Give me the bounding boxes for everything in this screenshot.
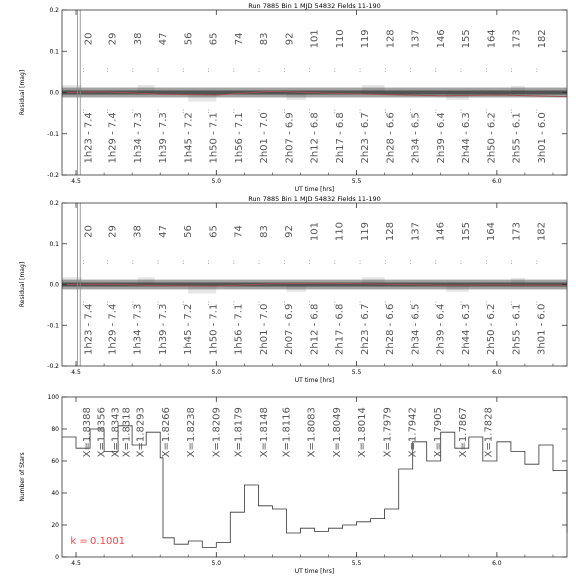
field-colon: : (535, 107, 538, 116)
field-colon: : (434, 65, 437, 74)
time-label: 1h56 - 7.1 (233, 303, 245, 355)
field-label: 164 (486, 221, 498, 242)
airmass-label: X=1.7979 (382, 407, 394, 458)
field-label: 47 (158, 225, 169, 238)
field-label: 110 (334, 221, 346, 242)
field-colon: : (232, 65, 235, 74)
time-label: 1h45 - 7.2 (183, 303, 195, 355)
y-tick-label: -0.1 (47, 322, 59, 330)
panel-title: Run 7885 Bin 1 MJD 54832 Fields 11-190 (248, 2, 381, 10)
airmass-label: X=1.7905 (432, 407, 444, 458)
y-tick-label: 0.1 (49, 48, 59, 56)
y-axis-label: Number of Stars (19, 452, 26, 502)
field-colon: : (434, 258, 437, 267)
field-colon: : (131, 107, 134, 116)
field-colon: : (434, 107, 437, 116)
airmass-label: X=1.7942 (407, 407, 419, 458)
field-label: 146 (435, 29, 447, 49)
field-colon: : (283, 65, 286, 74)
panel-3 (19, 394, 567, 575)
field-label: 29 (107, 225, 119, 238)
field-colon: : (106, 65, 109, 74)
time-label: 2h50 - 6.2 (486, 112, 498, 164)
field-label: 20 (83, 225, 95, 238)
time-label: 1h50 - 7.1 (208, 112, 220, 164)
field-label: 101 (309, 29, 321, 49)
x-tick-label: 6.0 (492, 560, 502, 567)
airmass-label: X=1.8014 (357, 407, 369, 458)
field-colon: : (384, 107, 387, 116)
field-colon: : (358, 258, 362, 267)
field-colon: : (535, 65, 538, 74)
x-tick-label: 5.0 (211, 369, 222, 376)
x-tick-label: 5.5 (351, 369, 362, 376)
time-label: 2h55 - 6.1 (511, 112, 523, 164)
k-value: 0.1001 (90, 536, 126, 548)
y-tick-label: 80 (51, 426, 59, 433)
field-colon: : (283, 298, 286, 307)
airmass-label: X=1.8266 (160, 407, 172, 458)
time-label: 3h01 - 6.0 (536, 303, 548, 355)
time-label: 2h39 - 6.4 (435, 303, 447, 355)
time-label: 2h01 - 7.0 (259, 112, 270, 164)
y-tick-label: 40 (51, 490, 59, 497)
x-tick-label: 5.0 (211, 178, 222, 185)
airmass-label: X=1.8209 (211, 407, 223, 458)
field-label: 182 (536, 221, 548, 242)
field-label: 182 (536, 29, 548, 49)
field-colon: : (358, 107, 362, 116)
k-label: k = (70, 536, 88, 548)
field-colon: : (409, 107, 412, 116)
field-colon: : (82, 65, 85, 74)
time-label: 2h07 - 6.9 (284, 112, 296, 164)
field-colon: : (106, 107, 109, 116)
field-colon: : (384, 65, 387, 74)
field-colon: : (409, 65, 412, 74)
field-label: 173 (511, 221, 523, 242)
time-label: 2h44 - 6.3 (461, 112, 472, 164)
x-axis-label: UT time [hrs] (294, 186, 335, 193)
time-label: 2h12 - 6.8 (309, 303, 321, 355)
y-tick-label: 0 (55, 554, 59, 561)
x-tick-label: 6.0 (492, 178, 502, 185)
airmass-label: X=1.8343 (110, 407, 122, 458)
field-label: 74 (233, 32, 245, 46)
field-colon: : (82, 298, 85, 307)
field-colon: : (232, 107, 235, 116)
y-tick-label: 0.0 (49, 281, 59, 289)
field-colon: : (131, 298, 134, 307)
field-colon: : (308, 65, 311, 74)
field-colon: : (156, 298, 160, 307)
field-colon: : (257, 65, 261, 74)
time-label: 2h55 - 6.1 (511, 303, 523, 355)
field-colon: : (510, 65, 513, 74)
field-label: 119 (360, 29, 371, 49)
field-label: 155 (461, 29, 472, 49)
time-label: 1h23 - 7.4 (83, 303, 95, 355)
field-label: 56 (183, 32, 195, 46)
field-colon: : (82, 107, 85, 116)
airmass-label: X=1.7867 (458, 407, 470, 458)
time-label: 2h50 - 6.2 (486, 303, 498, 355)
field-label: 110 (334, 29, 346, 49)
field-colon: : (232, 298, 235, 307)
field-colon: : (207, 65, 210, 74)
field-colon: : (182, 258, 185, 267)
field-colon: : (257, 107, 261, 116)
x-axis-label: UT time [hrs] (294, 568, 335, 575)
field-colon: : (358, 65, 362, 74)
field-colon: : (459, 65, 463, 74)
field-colon: : (232, 258, 235, 267)
airmass-label: X=1.8179 (233, 407, 245, 458)
time-label: 2h23 - 6.7 (360, 303, 371, 355)
field-label: 137 (410, 221, 422, 242)
field-label: 128 (385, 29, 397, 49)
field-colon: : (535, 298, 538, 307)
field-colon: : (434, 298, 437, 307)
field-label: 65 (208, 225, 220, 238)
field-label: 47 (158, 32, 169, 46)
time-label: 2h23 - 6.7 (360, 112, 371, 164)
time-label: 1h39 - 7.3 (158, 112, 169, 164)
field-colon: : (510, 298, 513, 307)
field-colon: : (358, 298, 362, 307)
airmass-label: X=1.8293 (135, 407, 147, 458)
field-colon: : (131, 65, 134, 74)
field-label: 38 (132, 32, 144, 46)
field-colon: : (308, 107, 311, 116)
panel-title: Run 7885 Bin 1 MJD 54832 Fields 11-190 (248, 195, 381, 203)
field-colon: : (207, 298, 210, 307)
y-tick-label: 0.1 (49, 240, 59, 248)
field-colon: : (485, 65, 488, 74)
field-label: 65 (208, 32, 220, 46)
field-colon: : (333, 298, 336, 307)
y-tick-label: 60 (51, 458, 59, 465)
field-colon: : (510, 258, 513, 267)
airmass-label: X=1.8388 (82, 407, 94, 458)
field-label: 56 (183, 225, 195, 238)
field-colon: : (207, 258, 210, 267)
y-axis-label: Residual [mag] (19, 261, 26, 308)
y-axis-label: Residual [mag] (19, 69, 26, 116)
field-label: 20 (83, 32, 95, 46)
field-label: 119 (360, 221, 371, 242)
field-colon: : (106, 298, 109, 307)
field-label: 155 (461, 221, 472, 242)
airmass-label: X=1.8356 (96, 407, 108, 458)
airmass-label: X=1.8318 (121, 407, 133, 458)
field-colon: : (82, 258, 85, 267)
panel-2 (19, 195, 567, 384)
x-tick-label: 5.5 (351, 560, 362, 567)
field-colon: : (459, 258, 463, 267)
time-label: 2h01 - 7.0 (259, 303, 270, 355)
time-label: 1h29 - 7.4 (107, 303, 119, 355)
time-label: 2h28 - 6.6 (385, 303, 397, 355)
field-colon: : (156, 258, 160, 267)
panel-1 (19, 2, 567, 193)
field-colon: : (182, 298, 185, 307)
field-colon: : (182, 65, 185, 74)
field-colon: : (333, 65, 336, 74)
time-label: 2h17 - 6.8 (334, 303, 346, 355)
field-colon: : (535, 258, 538, 267)
field-colon: : (333, 107, 336, 116)
x-tick-label: 6.0 (492, 369, 502, 376)
airmass-label: X=1.8116 (281, 407, 293, 458)
field-colon: : (510, 107, 513, 116)
field-label: 38 (132, 225, 144, 238)
field-colon: : (459, 107, 463, 116)
y-tick-label: 100 (47, 394, 59, 401)
time-label: 1h50 - 7.1 (208, 303, 220, 355)
field-label: 83 (259, 225, 270, 238)
x-tick-label: 4.5 (71, 560, 81, 567)
field-label: 92 (284, 32, 296, 46)
field-label: 29 (107, 32, 119, 46)
field-colon: : (333, 258, 336, 267)
time-label: 2h39 - 6.4 (435, 112, 447, 164)
time-label: 3h01 - 6.0 (536, 112, 548, 164)
y-tick-label: 0.0 (49, 89, 59, 97)
field-label: 128 (385, 221, 397, 242)
x-axis-label: UT time [hrs] (294, 377, 335, 384)
time-label: 2h34 - 6.5 (410, 112, 422, 164)
y-tick-label: -0.1 (47, 130, 59, 138)
field-label: 74 (233, 225, 245, 238)
field-colon: : (485, 298, 488, 307)
field-colon: : (257, 298, 261, 307)
airmass-label: X=1.8083 (306, 407, 318, 458)
field-colon: : (182, 107, 185, 116)
time-label: 2h28 - 6.6 (385, 112, 397, 164)
field-colon: : (106, 258, 109, 267)
field-label: 173 (511, 29, 523, 49)
time-label: 1h34 - 7.3 (132, 303, 144, 355)
time-label: 1h56 - 7.1 (233, 112, 245, 164)
time-label: 2h34 - 6.5 (410, 303, 422, 355)
field-colon: : (485, 107, 488, 116)
y-tick-label: 0.2 (49, 7, 59, 14)
y-tick-label: 20 (51, 522, 59, 529)
airmass-label: X=1.8238 (186, 407, 198, 458)
y-tick-label: 0.2 (49, 200, 59, 207)
time-label: 1h29 - 7.4 (107, 112, 119, 164)
field-colon: : (283, 258, 286, 267)
x-tick-label: 4.5 (71, 369, 81, 376)
x-tick-label: 5.0 (211, 560, 222, 567)
airmass-label: X=1.8049 (331, 407, 343, 458)
y-tick-label: -0.2 (47, 363, 59, 370)
field-colon: : (485, 258, 488, 267)
field-label: 146 (435, 221, 447, 242)
time-label: 2h07 - 6.9 (284, 303, 296, 355)
airmass-label: X=1.7828 (483, 407, 495, 458)
x-tick-label: 5.5 (351, 178, 362, 185)
y-tick-label: -0.2 (47, 172, 59, 179)
x-tick-label: 4.5 (71, 178, 81, 185)
time-label: 2h12 - 6.8 (309, 112, 321, 164)
field-colon: : (283, 107, 286, 116)
field-colon: : (409, 298, 412, 307)
time-label: 1h45 - 7.2 (183, 112, 195, 164)
time-label: 1h34 - 7.3 (132, 112, 144, 164)
field-colon: : (384, 258, 387, 267)
field-label: 101 (309, 221, 321, 242)
time-label: 2h17 - 6.8 (334, 112, 346, 164)
field-colon: : (156, 65, 160, 74)
field-colon: : (409, 258, 412, 267)
field-colon: : (207, 107, 210, 116)
field-colon: : (308, 298, 311, 307)
field-colon: : (131, 258, 134, 267)
field-colon: : (156, 107, 160, 116)
field-label: 92 (284, 225, 296, 238)
field-colon: : (308, 258, 311, 267)
field-colon: : (384, 298, 387, 307)
field-colon: : (459, 298, 463, 307)
field-label: 164 (486, 29, 498, 49)
airmass-label: X=1.8148 (259, 407, 270, 458)
field-label: 137 (410, 29, 422, 49)
time-label: 2h44 - 6.3 (461, 303, 472, 355)
time-label: 1h23 - 7.4 (83, 112, 95, 164)
time-label: 1h39 - 7.3 (158, 303, 169, 355)
field-label: 83 (259, 32, 270, 46)
field-colon: : (257, 258, 261, 267)
